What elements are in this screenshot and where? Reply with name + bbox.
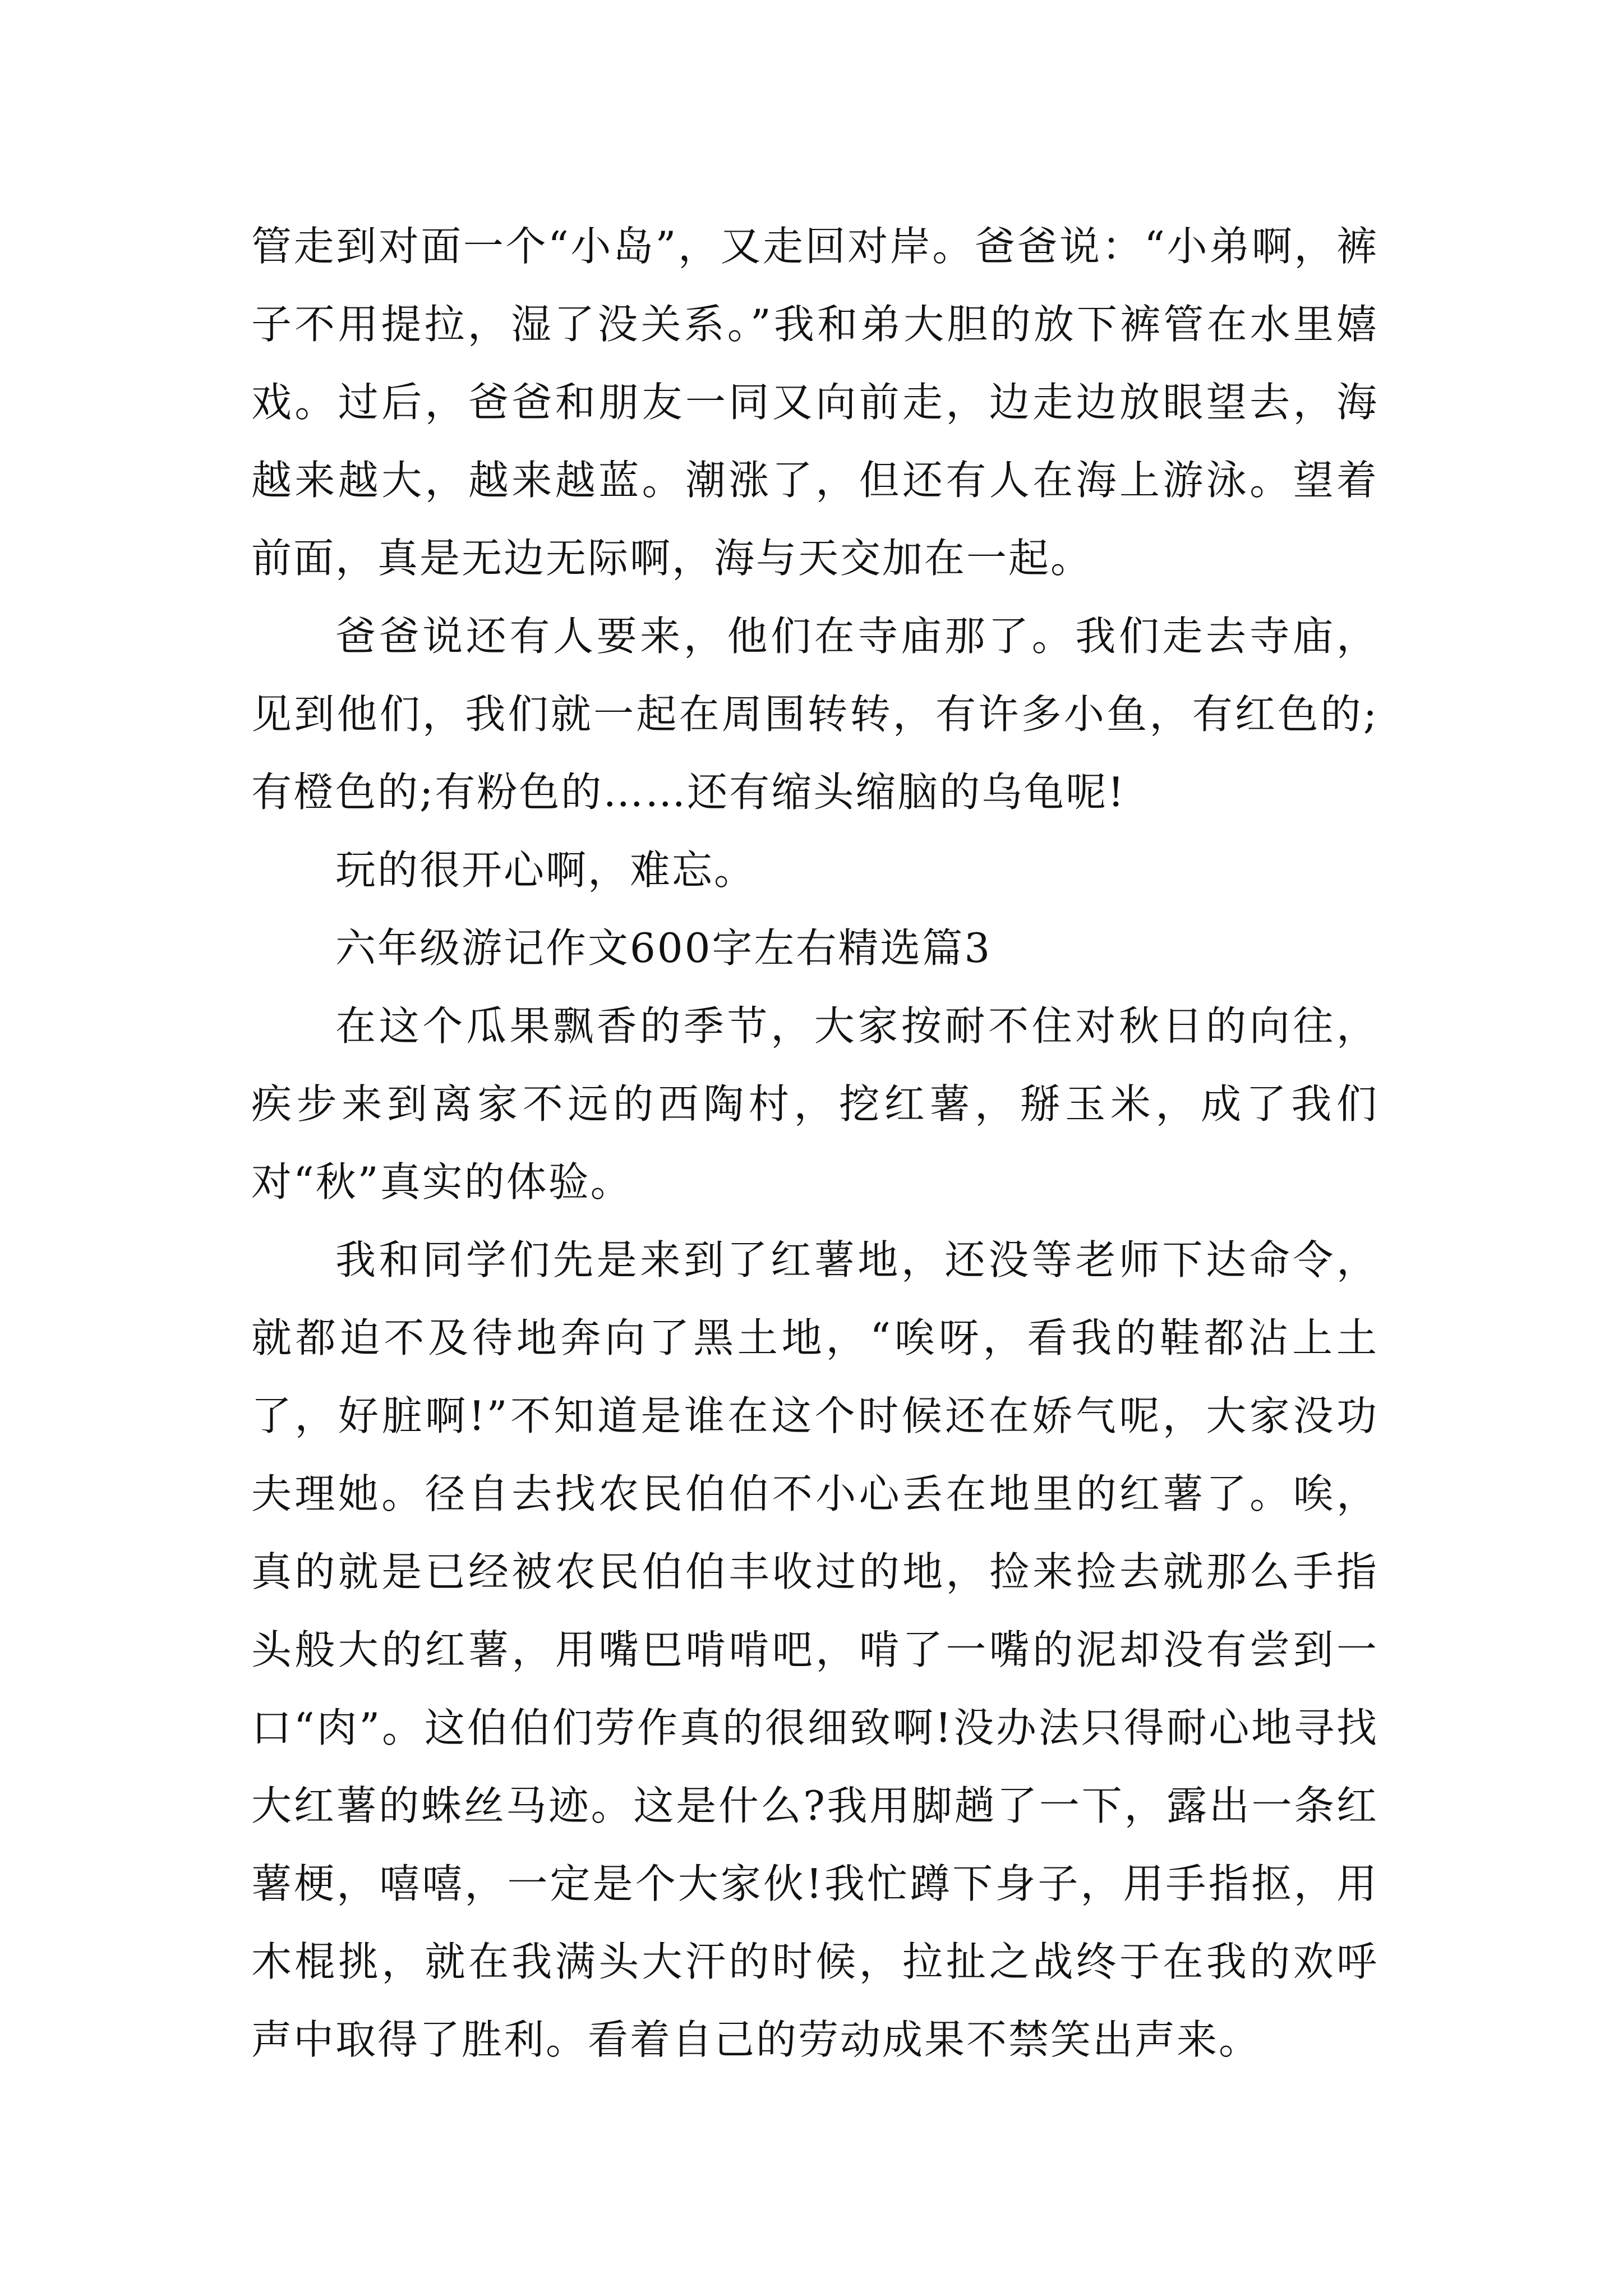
section-title: 六年级游记作文600字左右精选篇3 — [335, 924, 992, 972]
paragraph-memorable: 玩的很开心啊，难忘。 — [335, 846, 757, 894]
paragraph-continued-seaside: 管走到对面一个“小岛”，又走回对岸。爸爸说：“小弟啊，裤子不用提拉，湿了没关系。”我和弟大胆的放下裤管在水里嬉戏。过后，爸爸和朋友一同又向前走，边走边放眼望去，海越来越大，越来越蓝。潮涨了，但还有人在海上游泳。望着前面，真是无边无际啊，海与天交加在一起。 — [251, 223, 1378, 582]
paragraph-sweet-potato: 我和同学们先是来到了红薯地，还没等老师下达命令，就都迫不及待地奔向了黑土地，“唉呀，看我的鞋都沾上土了，好脏啊!”不知道是谁在这个时候还在娇气呢，大家没功夫理她。径自去找农民伯伯不小心丢在地里的红薯了。唉，真的就是已经被农民伯伯丰收过的地，捡来捡去就那么手指头般大的红薯，用嘴巴啃啃吧，啃了一嘴的泥却没有尝到一口“肉”。这伯伯们劳作真的很细致啊!没办法只得耐心地寻找大红薯的蛛丝马迹。这是什么?我用脚趟了一下，露出一条红薯梗，嘻嘻，一定是个大家伙!我忙蹲下身子，用手指抠，用木棍挑，就在我满头大汗的时候，拉扯之战终于在我的欢呼声中取得了胜利。看着自己的劳动成果不禁笑出声来。 — [251, 1236, 1378, 2063]
paragraph-autumn-intro: 在这个瓜果飘香的季节，大家按耐不住对秋日的向往，疾步来到离家不远的西陶村，挖红薯，掰玉米，成了我们对“秋”真实的体验。 — [251, 1002, 1378, 1205]
document-body — [251, 208, 1378, 2079]
paragraph-temple: 爸爸说还有人要来，他们在寺庙那了。我们走去寺庙，见到他们，我们就一起在周围转转，有许多小鱼，有红色的;有橙色的;有粉色的……还有缩头缩脑的乌龟呢! — [251, 613, 1378, 816]
